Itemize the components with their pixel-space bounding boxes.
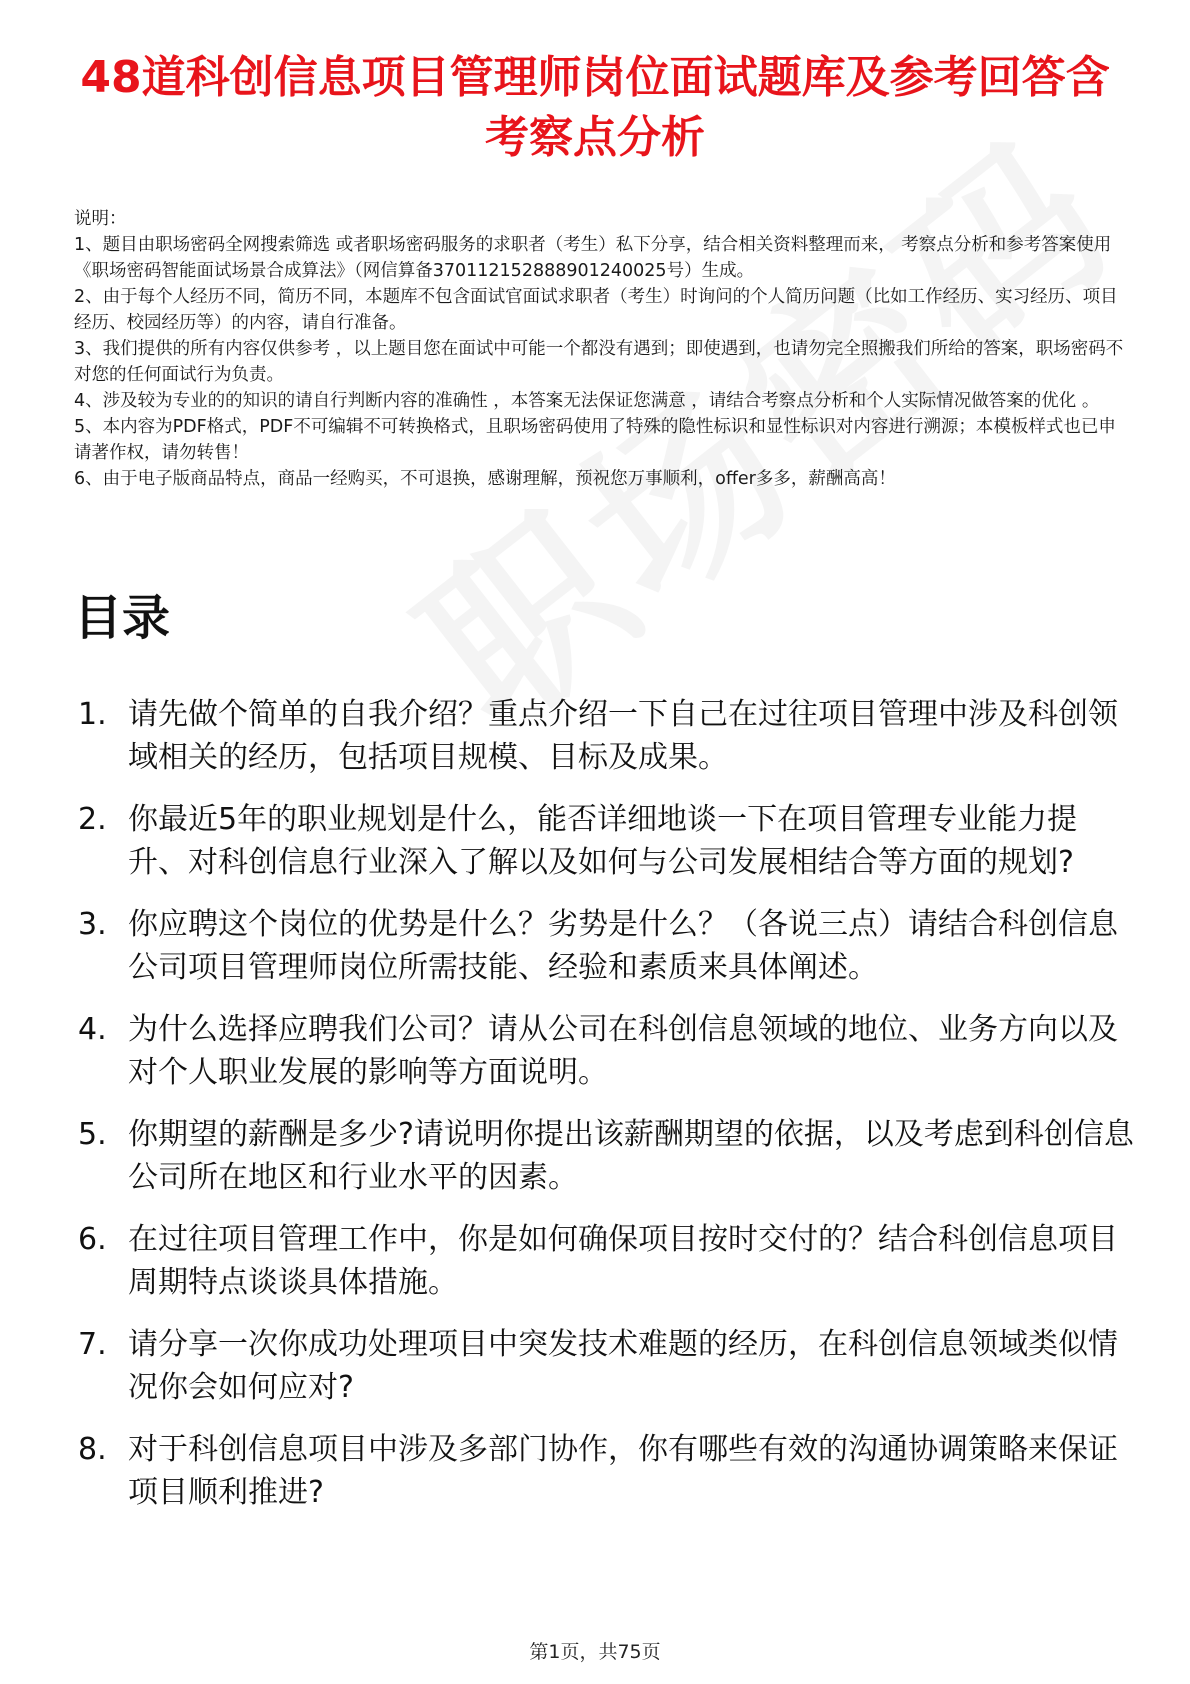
toc-item[interactable]	[74, 1113, 1134, 1199]
toc-heading: 目录	[74, 590, 171, 646]
toc-item-number: 1.	[78, 697, 107, 732]
note-item: 4、涉及较为专业的的知识的请自行判断内容的准确性 ，本答案无法保证您满意 ，请结合考察点分析和个人实际情况做答案的优化 。	[74, 391, 1100, 411]
note-item: 1、题目由职场密码全网搜索筛选 或者职场密码服务的求职者（考生）私下分享，结合相关资料整理而来， 考察点分析和参考答案使用《职场密码智能面试场景合成算法》（网信算备370112152888901240025号）生成。	[74, 235, 1112, 281]
note-item: 2、由于每个人经历不同，简历不同，本题库不包含面试官面试求职者（考生）时询问的个人简历问题（比如工作经历、实习经历、项目经历、校园经历等）的内容，请自行准备。	[74, 287, 1118, 333]
notes-section	[74, 206, 1124, 492]
document-title: 48道科创信息项目管理师岗位面试题库及参考回答含考察点分析	[80, 52, 1110, 163]
toc-item[interactable]	[74, 1008, 1134, 1094]
toc-item-number: 4.	[78, 1012, 107, 1047]
toc-item-number: 8.	[78, 1432, 107, 1467]
toc-item-number: 7.	[78, 1327, 107, 1362]
toc-item[interactable]	[74, 798, 1134, 884]
toc-item[interactable]	[74, 1428, 1134, 1514]
toc-item-number: 6.	[78, 1222, 107, 1257]
toc-item[interactable]	[74, 1218, 1134, 1304]
toc-item-text: 你最近5年的职业规划是什么，能否详细地谈一下在项目管理专业能力提升、对科创信息行业深入了解以及如何与公司发展相结合等方面的规划?	[128, 802, 1078, 880]
note-item: 5、本内容为PDF格式，PDF不可编辑不可转换格式，且职场密码使用了特殊的隐性标识和显性标识对内容进行溯源；本模板样式也已申请著作权，请勿转售！	[74, 417, 1116, 463]
toc-item-number: 5.	[78, 1117, 107, 1152]
toc-item[interactable]	[74, 903, 1134, 989]
toc-item-number: 3.	[78, 907, 107, 942]
toc-item-text: 请分享一次你成功处理项目中突发技术难题的经历，在科创信息领域类似情况你会如何应对?	[128, 1327, 1118, 1405]
toc-item-text: 你应聘这个岗位的优势是什么？劣势是什么？（各说三点）请结合科创信息公司项目管理师岗位所需技能、经验和素质来具体阐述。	[128, 907, 1118, 985]
toc-list	[74, 693, 1134, 1533]
notes-label: 说明：	[74, 209, 127, 229]
toc-item-text: 你期望的薪酬是多少?请说明你提出该薪酬期望的依据，以及考虑到科创信息公司所在地区和行业水平的因素。	[128, 1117, 1134, 1195]
toc-item-text: 为什么选择应聘我们公司？请从公司在科创信息领域的地位、业务方向以及对个人职业发展的影响等方面说明。	[128, 1012, 1118, 1090]
toc-item-text: 请先做个简单的自我介绍？重点介绍一下自己在过往项目管理中涉及科创领域相关的经历，包括项目规模、目标及成果。	[128, 697, 1118, 775]
toc-item[interactable]	[74, 693, 1134, 779]
note-item: 6、由于电子版商品特点，商品一经购买，不可退换，感谢理解，预祝您万事顺利，offer多多，薪酬高高！	[74, 469, 896, 489]
toc-item[interactable]	[74, 1323, 1134, 1409]
toc-item-text: 对于科创信息项目中涉及多部门协作，你有哪些有效的沟通协调策略来保证项目顺利推进?	[128, 1432, 1118, 1510]
page-footer: 第1页，共75页	[529, 1641, 661, 1663]
note-item: 3、我们提供的所有内容仅供参考 ，以上题目您在面试中可能一个都没有遇到；即使遇到，也请勿完全照搬我们所给的答案，职场密码不对您的任何面试行为负责。	[74, 339, 1124, 385]
toc-item-number: 2.	[78, 802, 107, 837]
toc-item-text: 在过往项目管理工作中，你是如何确保项目按时交付的？结合科创信息项目周期特点谈谈具体措施。	[128, 1222, 1118, 1300]
